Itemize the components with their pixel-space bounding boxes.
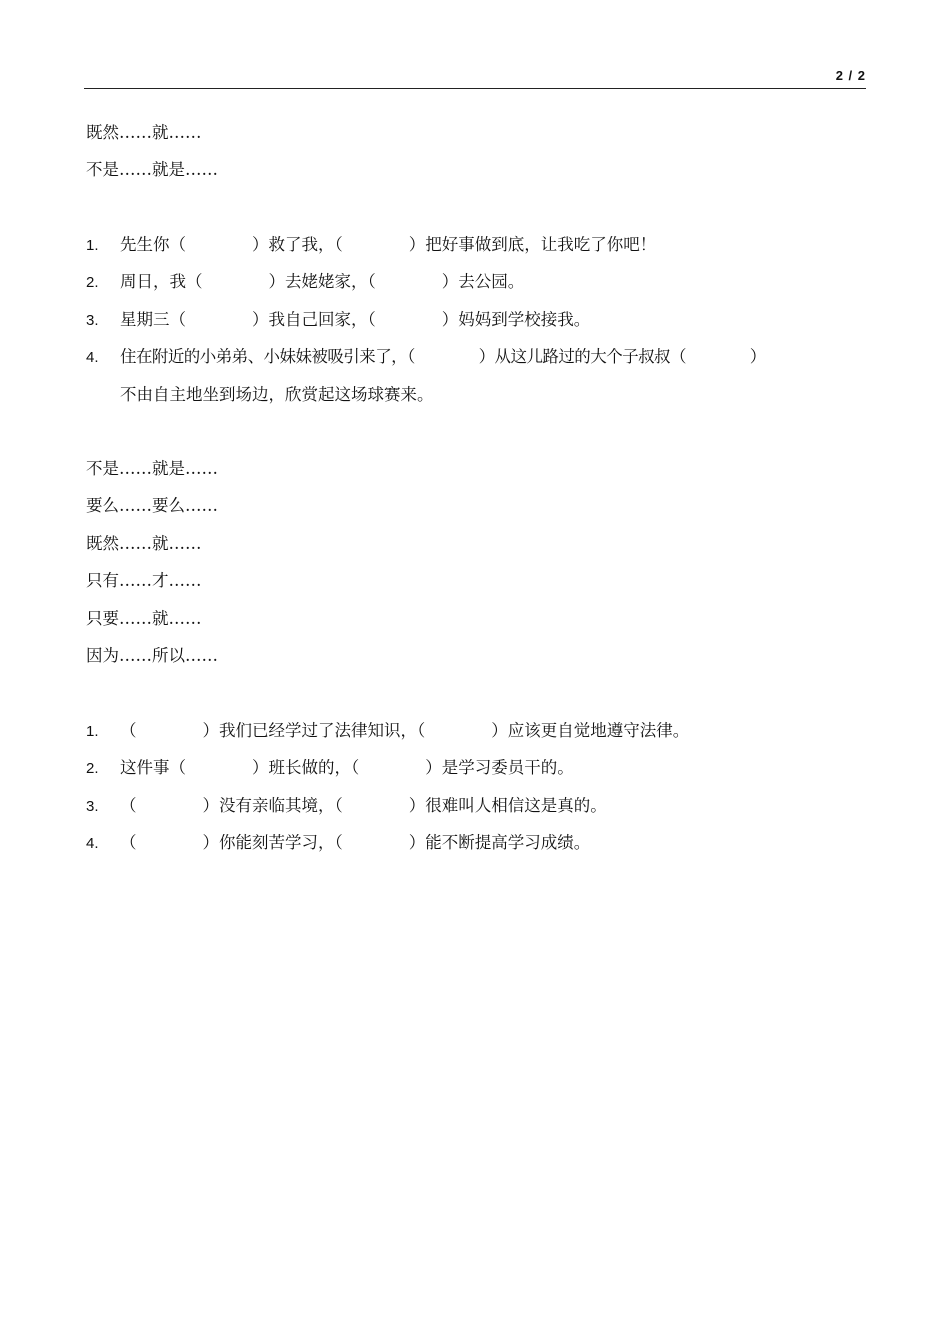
- question-number: 4.: [86, 349, 99, 366]
- option-item: 因为……所以……: [86, 646, 218, 665]
- question-text: 周日，我（ ）去姥姥家，（ ）去公园。: [120, 272, 525, 291]
- option-item: 不是……就是……: [86, 160, 218, 179]
- option-item: 既然……就……: [86, 123, 202, 142]
- question-text: （ ）没有亲临其境，（ ）很难叫人相信这是真的。: [120, 796, 607, 815]
- question-text: 先生你（ ）救了我，（ ）把好事做到底，让我吃了你吧！: [120, 235, 657, 254]
- page-header: [84, 66, 866, 89]
- option-item: 既然……就……: [86, 534, 202, 553]
- question-text: （ ）我们已经学过了法律知识，（ ）应该更自觉地遵守法律。: [120, 721, 690, 740]
- question-text: 住在附近的小弟弟、小妹妹被吸引来了，（ ）从这儿路过的大个子叔叔（ ）: [120, 347, 766, 366]
- option-item: 要么……要么……: [86, 496, 218, 515]
- question-text: （ ）你能刻苦学习，（ ）能不断提高学习成绩。: [120, 833, 591, 852]
- question-text: 星期三（ ）我自己回家，（ ）妈妈到学校接我。: [120, 310, 591, 329]
- question-number: 2.: [86, 274, 99, 291]
- question-number: 2.: [86, 760, 99, 777]
- question-number: 1.: [86, 237, 99, 254]
- question-number: 1.: [86, 723, 99, 740]
- question-number: 4.: [86, 835, 99, 852]
- option-item: 不是……就是……: [86, 459, 218, 478]
- page-number: 2 / 2: [835, 68, 866, 83]
- question-number: 3.: [86, 312, 99, 329]
- question-text: 这件事（ ）班长做的，（ ）是学习委员干的。: [120, 758, 574, 777]
- question-text-continuation: 不由自主地坐到场边，欣赏起这场球赛来。: [120, 385, 434, 404]
- option-item: 只有……才……: [86, 571, 202, 590]
- option-item: 只要……就……: [86, 609, 202, 628]
- question-number: 3.: [86, 798, 99, 815]
